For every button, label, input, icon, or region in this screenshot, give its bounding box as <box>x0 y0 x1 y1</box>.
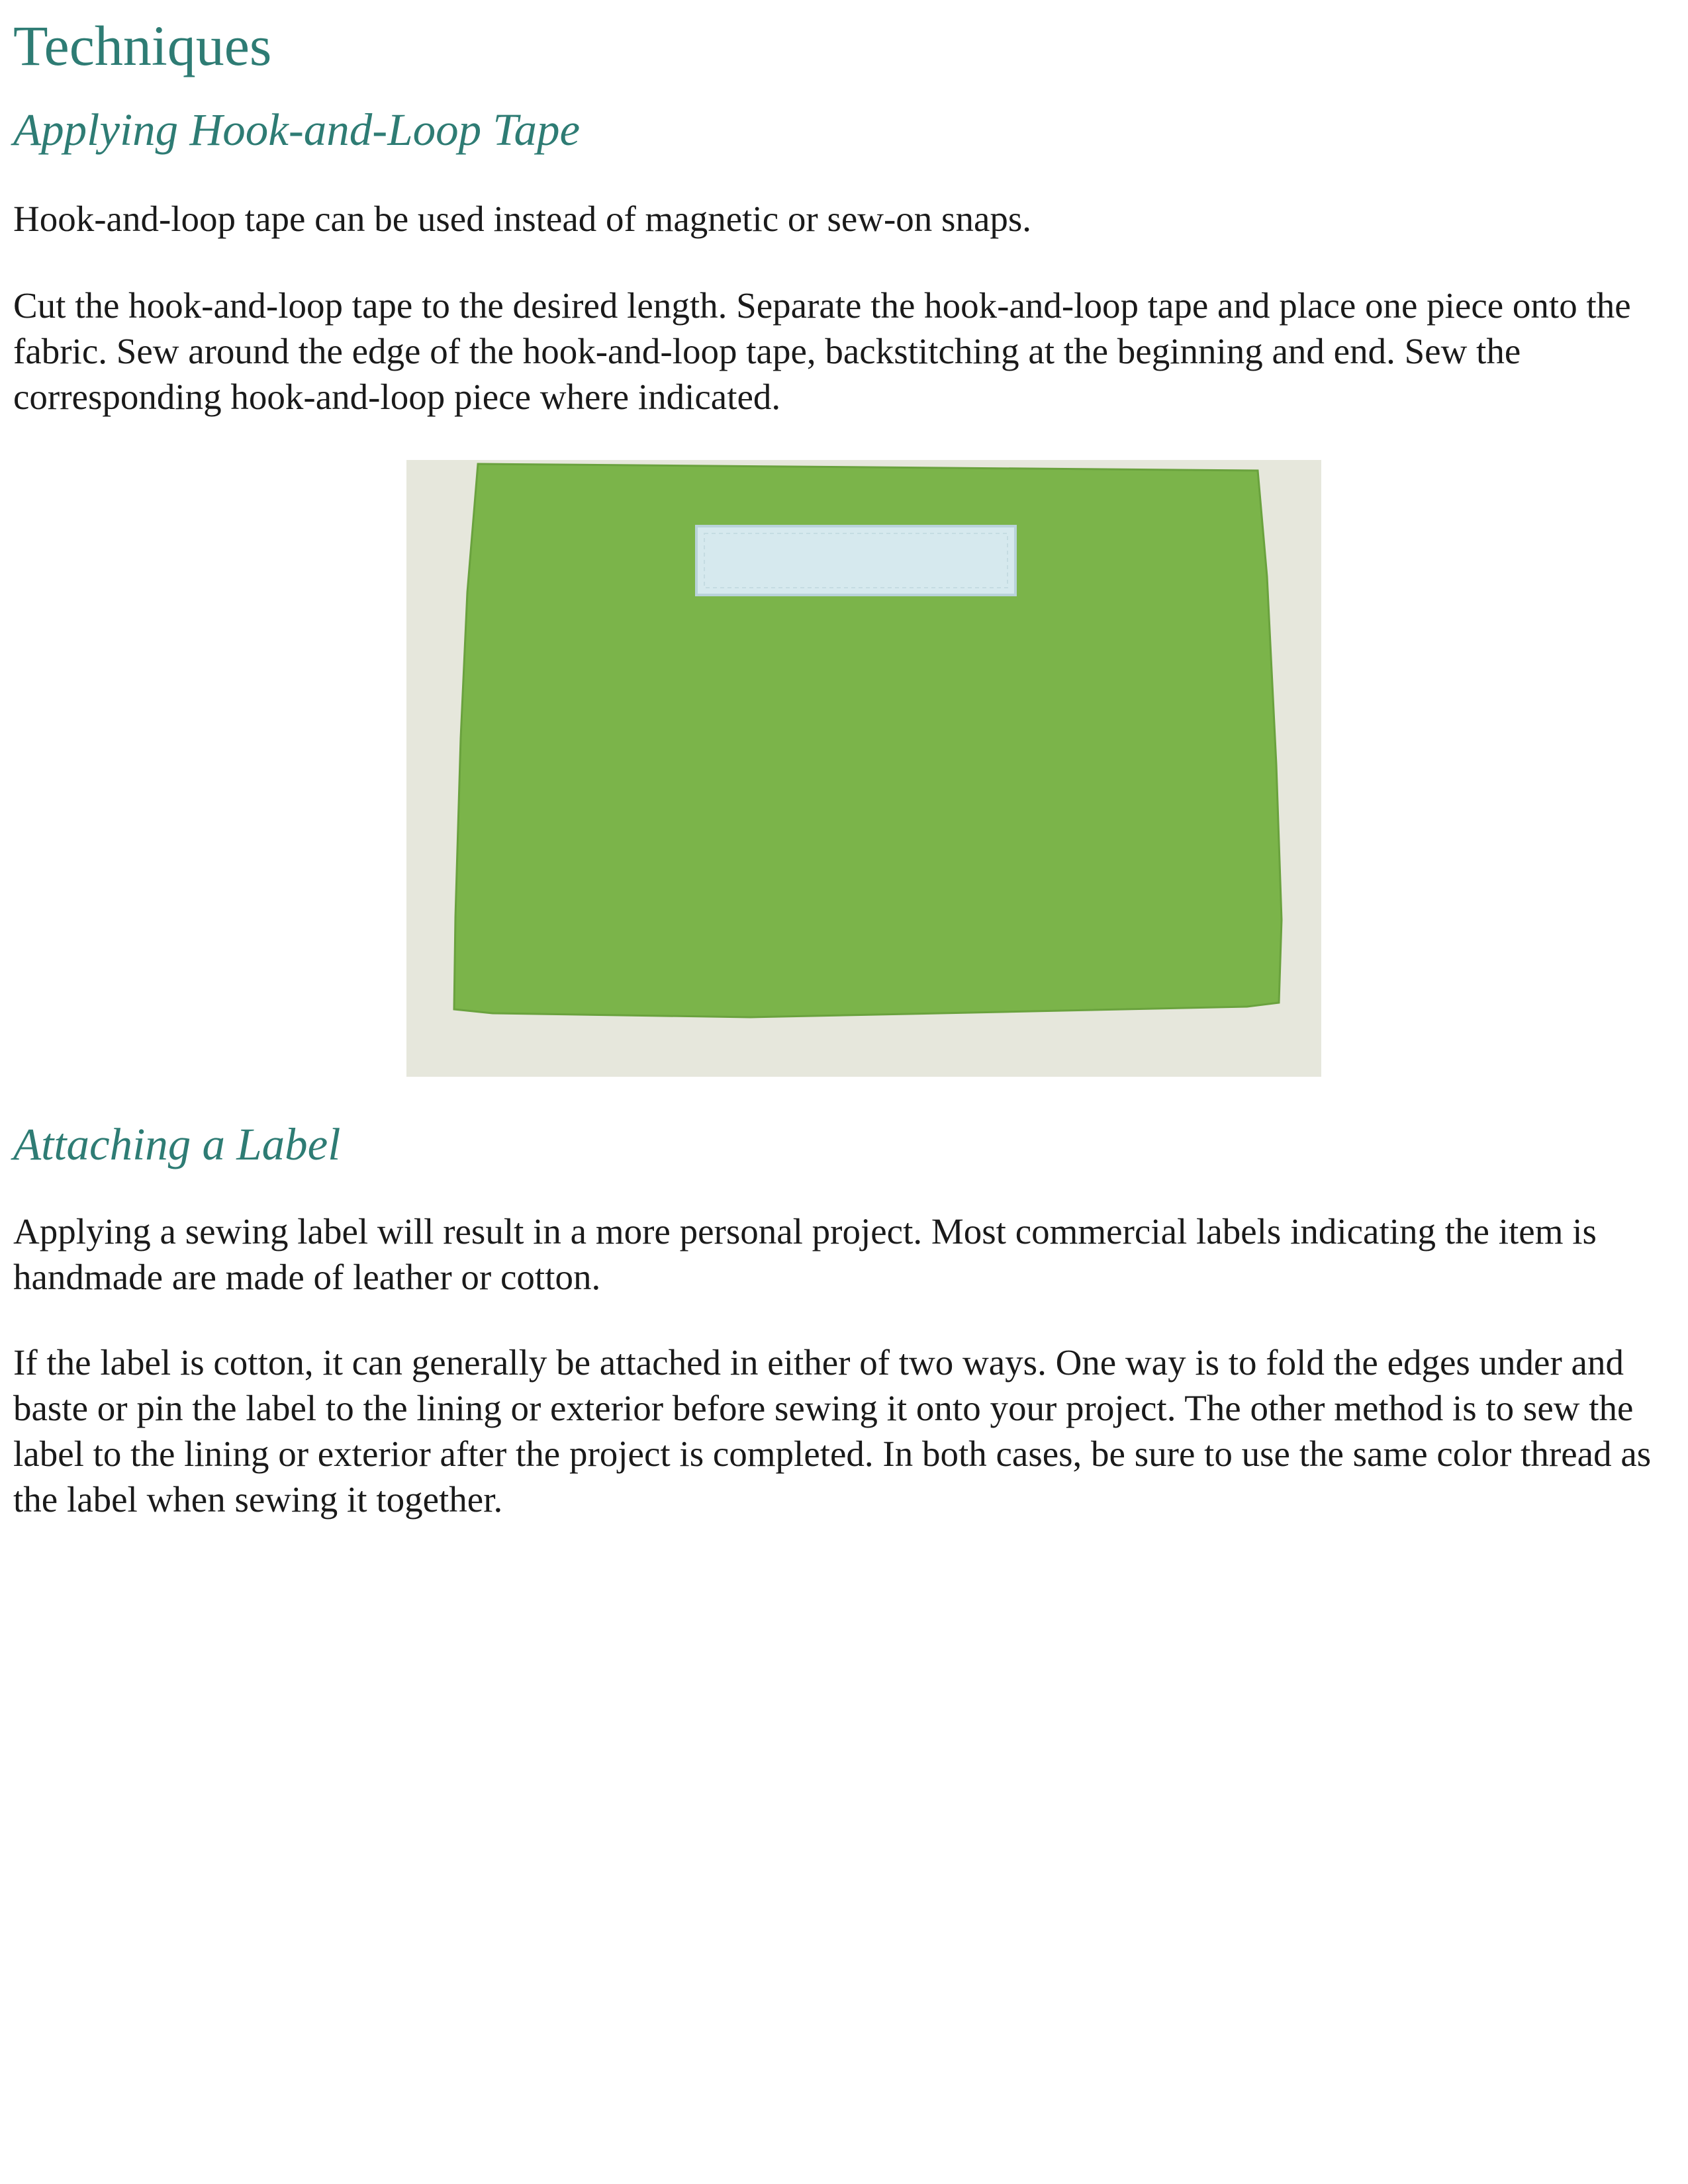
paragraph: Applying a sewing label will result in a more personal project. Most commercial labels indicating the item is handmade are made of leather or cotton. <box>13 1211 1597 1297</box>
hook-and-loop-tape <box>696 526 1015 595</box>
page-title: Techniques <box>13 14 272 77</box>
section-heading-attaching-label: Attaching a Label <box>13 1119 341 1169</box>
paragraph: Cut the hook-and-loop tape to the desired length. Separate the hook-and-loop tape and place one piece onto the fabric. Sew around the edge of the hook-and-loop tape, backstitching at the beginning and end. Sew the corresponding hook-and-loop piece where indicated. <box>13 285 1631 417</box>
paragraph: Hook-and-loop tape can be used instead of magnetic or sew-on snaps. <box>13 199 1032 239</box>
fabric-illustration <box>406 460 1321 1077</box>
section-heading-hook-and-loop: Applying Hook-and-Loop Tape <box>13 105 581 155</box>
hook-and-loop-photo <box>406 460 1321 1077</box>
paragraph: If the label is cotton, it can generally be attached in either of two ways. One way is to fold the edges under and baste or pin the label to the lining or exterior before sewing it onto your project. The other method is to sew the label to the lining or exterior after the project is completed. In both cases, be sure to use the same color thread as the label when sewing it together. <box>13 1342 1652 1520</box>
